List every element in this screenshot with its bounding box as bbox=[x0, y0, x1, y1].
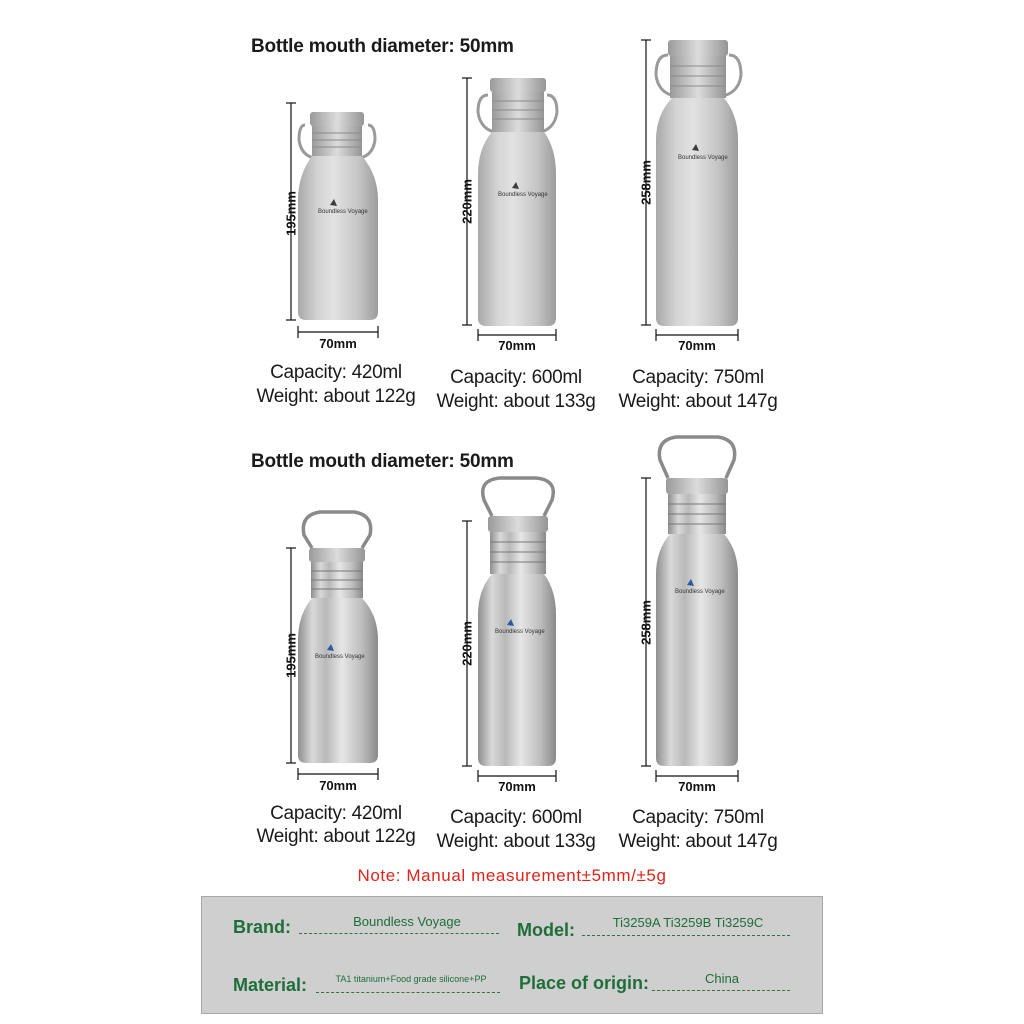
weight-text: Weight: about 122g bbox=[256, 386, 416, 407]
bottle-shiny-600 bbox=[478, 478, 556, 766]
width-label: 70mm bbox=[678, 779, 716, 794]
material-value: TA1 titanium+Food grade silicone+PP bbox=[335, 974, 487, 984]
material-key: Material: bbox=[233, 975, 308, 995]
width-label: 70mm bbox=[678, 338, 716, 353]
model-underline bbox=[582, 935, 790, 936]
height-label: 258mm bbox=[638, 600, 654, 645]
weight-text: Weight: about 133g bbox=[436, 391, 596, 412]
capacity-text: Capacity: 600ml bbox=[450, 367, 582, 388]
bottle-logo-text: Boundless Voyage bbox=[498, 192, 548, 198]
weight-text: Weight: about 133g bbox=[436, 831, 596, 852]
material-underline bbox=[316, 992, 500, 993]
bottle-logo-text: Boundless Voyage bbox=[318, 209, 368, 215]
capacity-text: Capacity: 420ml bbox=[270, 803, 402, 824]
bottle-logo-text: Boundless Voyage bbox=[678, 155, 728, 161]
model-key: Model: bbox=[517, 920, 575, 940]
brand-value: Boundless Voyage bbox=[353, 914, 461, 929]
section-1-title: Bottle mouth diameter: 50mm bbox=[251, 36, 514, 57]
width-label: 70mm bbox=[319, 778, 357, 793]
capacity-text: Capacity: 600ml bbox=[450, 807, 582, 828]
model-value: Ti3259A Ti3259B Ti3259C bbox=[612, 915, 764, 930]
height-label: 220mm bbox=[459, 179, 475, 224]
height-label: 195mm bbox=[283, 191, 299, 236]
origin-value: China bbox=[705, 971, 739, 986]
bottle-matte-600 bbox=[478, 78, 557, 326]
bottle-logo-text: Boundless Voyage bbox=[315, 654, 365, 660]
origin-underline bbox=[652, 990, 790, 991]
height-label: 195mm bbox=[283, 633, 299, 678]
width-label: 70mm bbox=[498, 338, 536, 353]
bottle-logo-text: Boundless Voyage bbox=[675, 589, 725, 595]
width-label: 70mm bbox=[498, 779, 536, 794]
height-label: 220mm bbox=[459, 621, 475, 666]
capacity-text: Capacity: 750ml bbox=[632, 367, 764, 388]
weight-text: Weight: about 147g bbox=[618, 831, 778, 852]
capacity-text: Capacity: 750ml bbox=[632, 807, 764, 828]
brand-key: Brand: bbox=[233, 917, 291, 937]
origin-key: Place of origin: bbox=[519, 973, 650, 993]
height-label: 258mm bbox=[638, 160, 654, 205]
bottle-matte-750 bbox=[656, 40, 741, 326]
weight-text: Weight: about 147g bbox=[618, 391, 778, 412]
bottle-shiny-750 bbox=[656, 437, 738, 766]
measurement-note: Note: Manual measurement±5mm/±5g bbox=[357, 866, 667, 885]
section-2-title: Bottle mouth diameter: 50mm bbox=[251, 451, 514, 472]
bottle-shiny-420 bbox=[298, 512, 378, 763]
capacity-text: Capacity: 420ml bbox=[270, 362, 402, 383]
bottle-logo-text: Boundless Voyage bbox=[495, 629, 545, 635]
spec-info-box bbox=[201, 896, 823, 1014]
width-label: 70mm bbox=[319, 336, 357, 351]
brand-underline bbox=[299, 933, 499, 934]
weight-text: Weight: about 122g bbox=[256, 826, 416, 847]
